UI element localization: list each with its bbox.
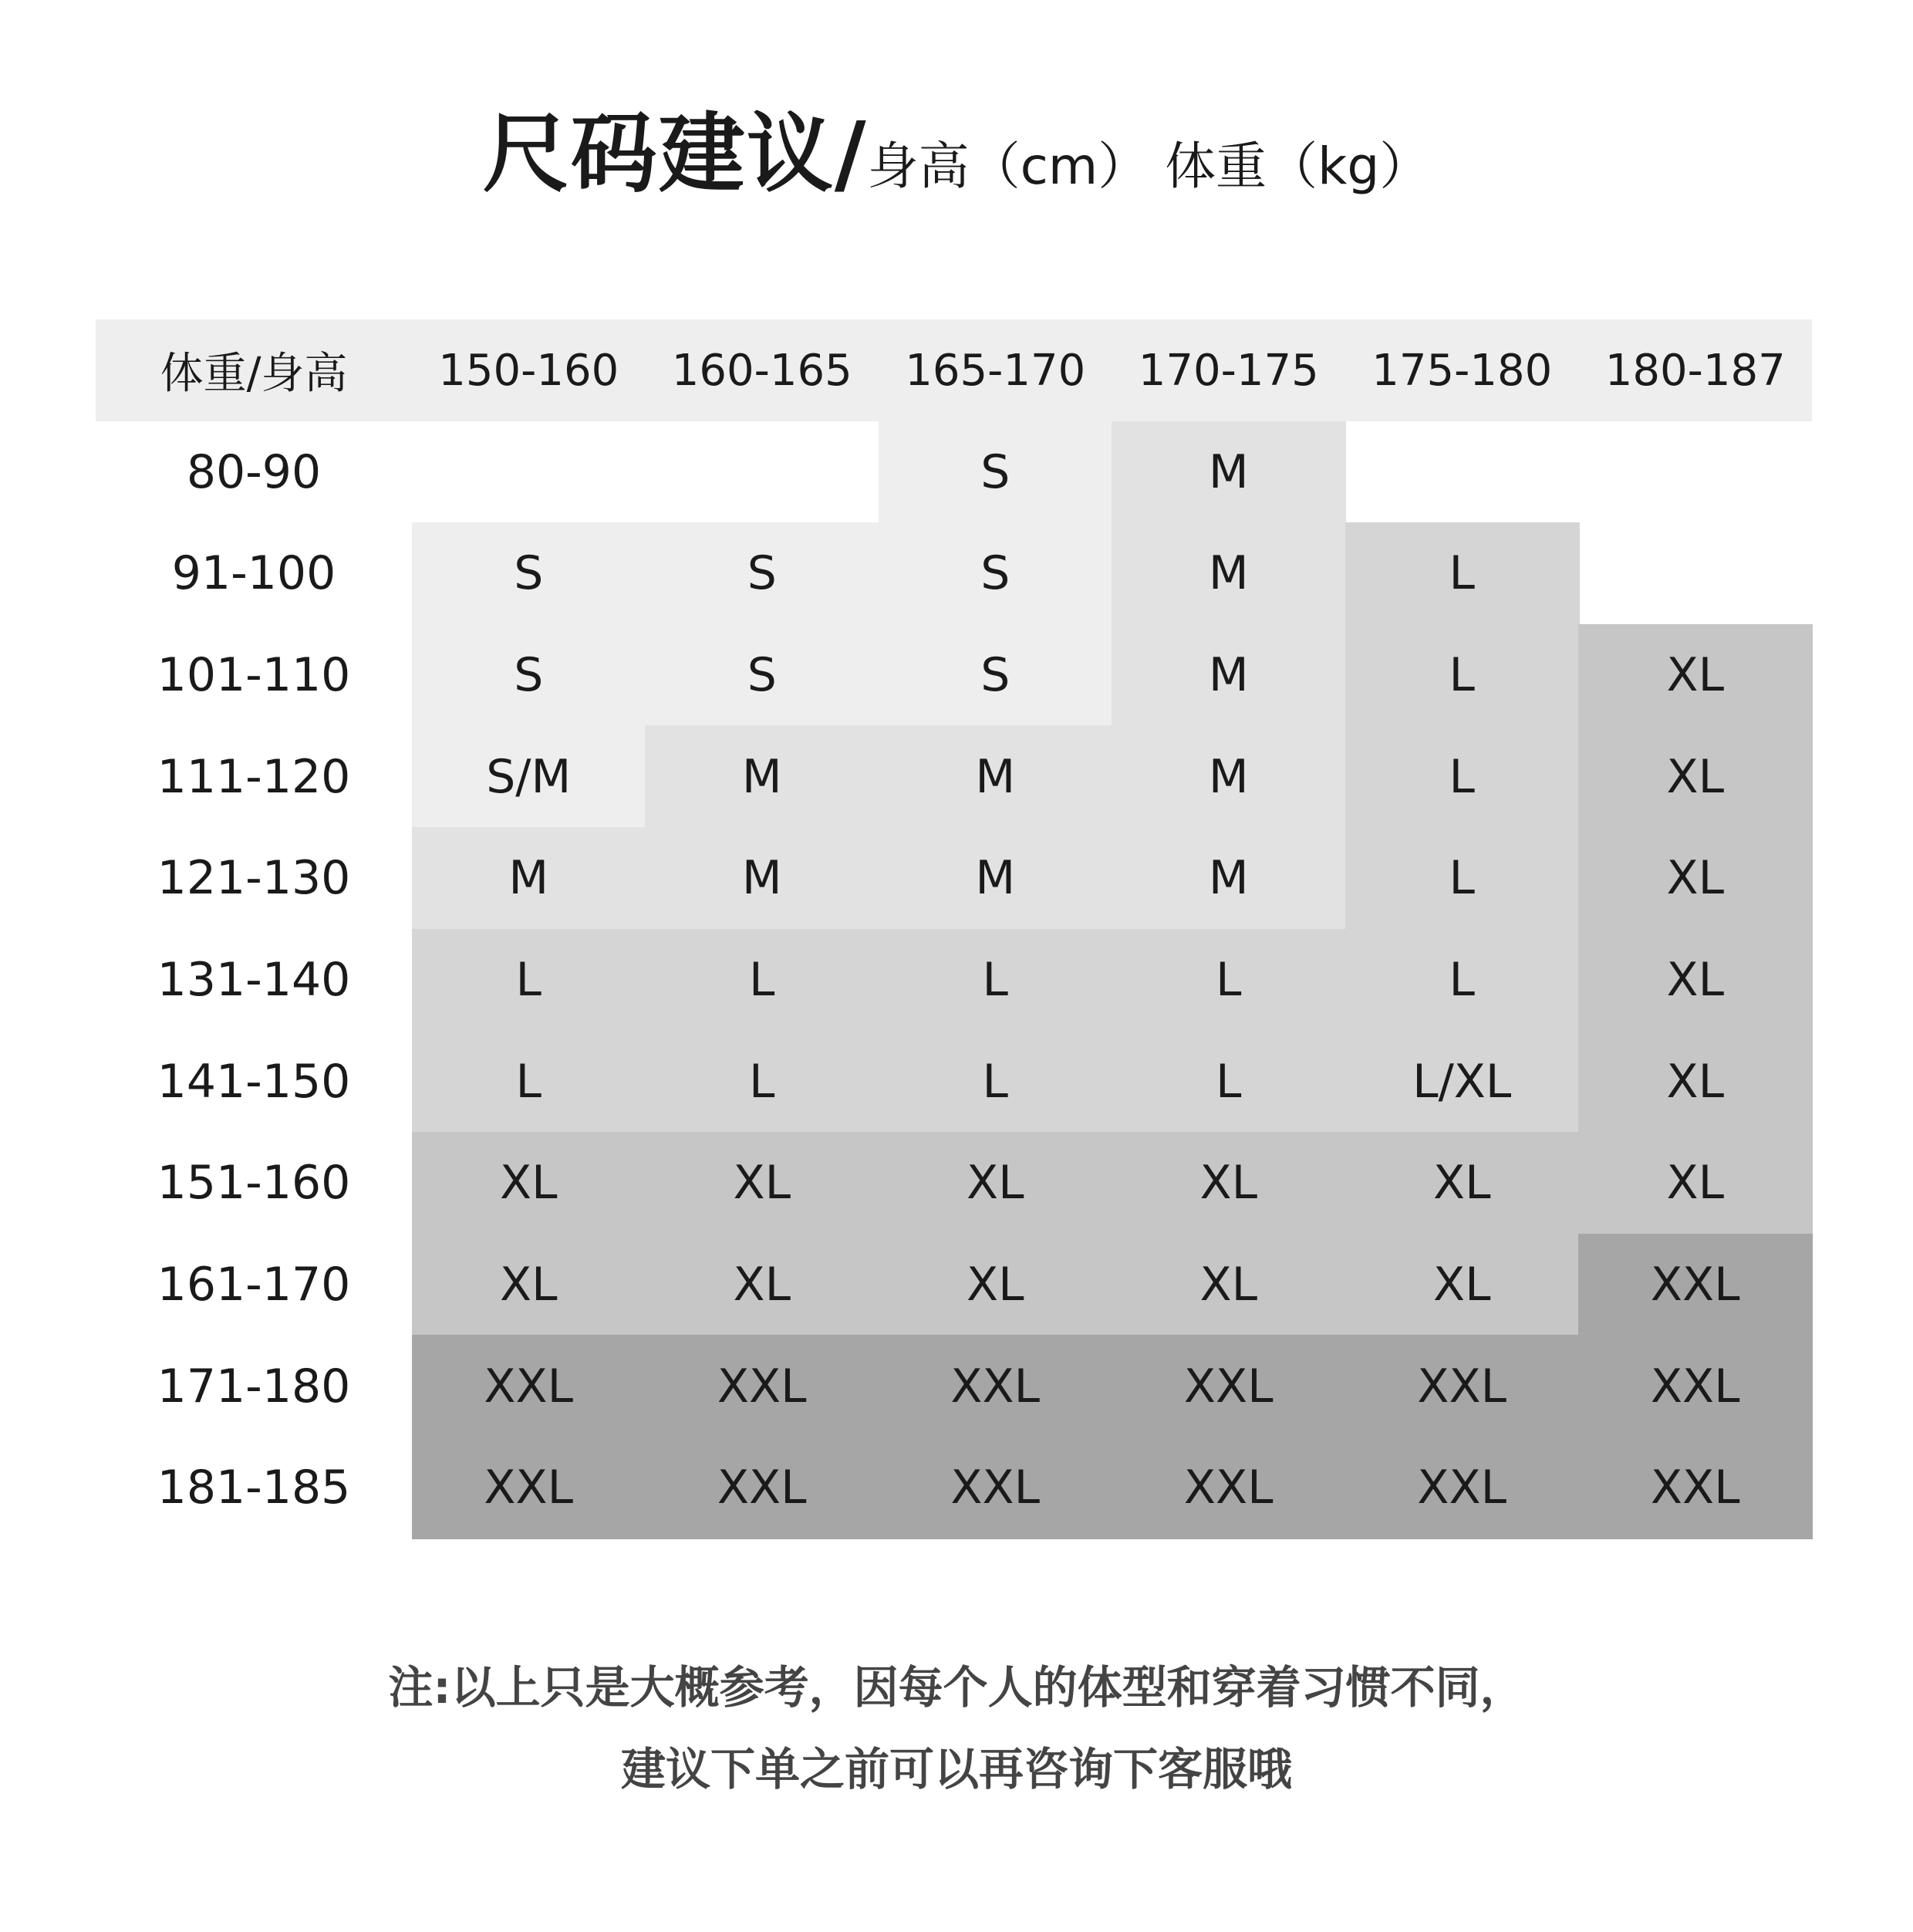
size-cell: [1579, 523, 1813, 625]
size-cell: L: [749, 1054, 775, 1109]
row-label: 171-180: [157, 1359, 351, 1414]
size-cell: XXL: [950, 1359, 1041, 1414]
row-label: 121-130: [157, 851, 351, 906]
size-cell: XL: [1666, 749, 1725, 804]
size-cell: XXL: [484, 1359, 574, 1414]
size-cell: L: [1216, 952, 1242, 1007]
size-cell: M: [1208, 749, 1249, 804]
size-cell: XL: [1666, 952, 1725, 1007]
size-cell: M: [975, 851, 1016, 906]
size-cell: XL: [1666, 1156, 1725, 1211]
size-cell: XL: [1432, 1257, 1491, 1312]
size-cell: M: [1208, 546, 1249, 601]
row-label: 181-185: [157, 1461, 351, 1515]
row-label: 141-150: [157, 1054, 351, 1109]
size-cell: M: [975, 749, 1016, 804]
size-cell: S: [980, 444, 1010, 499]
corner-label: 体重/身高: [160, 349, 348, 399]
size-cell: XL: [1199, 1156, 1258, 1211]
size-cell: XL: [733, 1257, 791, 1312]
size-cell: M: [741, 749, 782, 804]
size-cell: [646, 421, 879, 523]
size-cell: L/XL: [1412, 1054, 1512, 1109]
size-cell: [1579, 421, 1813, 523]
size-cell: M: [741, 851, 782, 906]
column-header: 175-180: [1371, 345, 1553, 396]
size-cell: L: [1449, 546, 1475, 601]
size-cell: XXL: [717, 1359, 807, 1414]
size-cell: L: [1449, 952, 1475, 1007]
row-label: 131-140: [157, 952, 351, 1007]
size-cell: M: [1208, 444, 1249, 499]
row-label: 80-90: [186, 444, 322, 499]
size-cell: L: [515, 952, 542, 1007]
size-cell: XXL: [1650, 1257, 1740, 1312]
size-cell: S: [747, 648, 777, 703]
size-cell: L: [1449, 648, 1475, 703]
size-cell: M: [1208, 648, 1249, 703]
size-cell: XXL: [1417, 1461, 1507, 1515]
column-header: 170-175: [1138, 345, 1319, 396]
size-cell: XL: [1199, 1257, 1258, 1312]
size-cell: XL: [1666, 851, 1725, 906]
size-cell: XXL: [1650, 1461, 1740, 1515]
size-cell: XL: [499, 1156, 558, 1211]
size-cell: S: [747, 546, 777, 601]
size-cell: L: [1449, 851, 1475, 906]
size-cell: S: [980, 546, 1010, 601]
size-cell: [412, 421, 646, 523]
title-main: 尺码建议/: [482, 104, 868, 204]
column-header: 150-160: [438, 345, 619, 396]
size-cell: XL: [1666, 1054, 1725, 1109]
size-cell: M: [508, 851, 549, 906]
row-label: 161-170: [157, 1257, 351, 1312]
size-cell: XL: [1432, 1156, 1491, 1211]
size-cell: XL: [966, 1257, 1024, 1312]
size-cell: L: [982, 1054, 1008, 1109]
column-header: 180-187: [1604, 345, 1786, 396]
column-header: 160-165: [671, 345, 852, 396]
size-cell: S/M: [486, 749, 572, 804]
row-label: 151-160: [157, 1156, 351, 1211]
size-cell: XXL: [484, 1461, 574, 1515]
size-cell: XXL: [717, 1461, 807, 1515]
size-cell: [1345, 421, 1579, 523]
note-line-1: 注:以上只是大概参考，因每个人的体型和穿着习惯不同，: [388, 1661, 1525, 1714]
row-label: 91-100: [171, 546, 336, 601]
row-label: 101-110: [157, 648, 351, 703]
size-cell: L: [515, 1054, 542, 1109]
size-cell: XXL: [950, 1461, 1041, 1515]
size-cell: M: [1208, 851, 1249, 906]
size-cell: S: [514, 546, 544, 601]
size-cell: L: [982, 952, 1008, 1007]
size-cell: L: [749, 952, 775, 1007]
size-cell: L: [1216, 1054, 1242, 1109]
size-cell: XXL: [1650, 1359, 1740, 1414]
title-sub: 身高（cm） 体重（kg）: [867, 137, 1431, 196]
size-cell: XXL: [1183, 1461, 1274, 1515]
size-cell: XL: [966, 1156, 1024, 1211]
size-cell: S: [980, 648, 1010, 703]
size-cell: XXL: [1417, 1359, 1507, 1414]
size-cell: S: [514, 648, 544, 703]
column-header: 165-170: [905, 345, 1086, 396]
size-cell: L: [1449, 749, 1475, 804]
size-cell: XL: [733, 1156, 791, 1211]
size-cell: XXL: [1183, 1359, 1274, 1414]
size-cell: XL: [499, 1257, 558, 1312]
row-label: 111-120: [157, 749, 351, 804]
note-line-2: 建议下单之前可以再咨询下客服哦: [620, 1743, 1292, 1795]
size-cell: XL: [1666, 648, 1725, 703]
